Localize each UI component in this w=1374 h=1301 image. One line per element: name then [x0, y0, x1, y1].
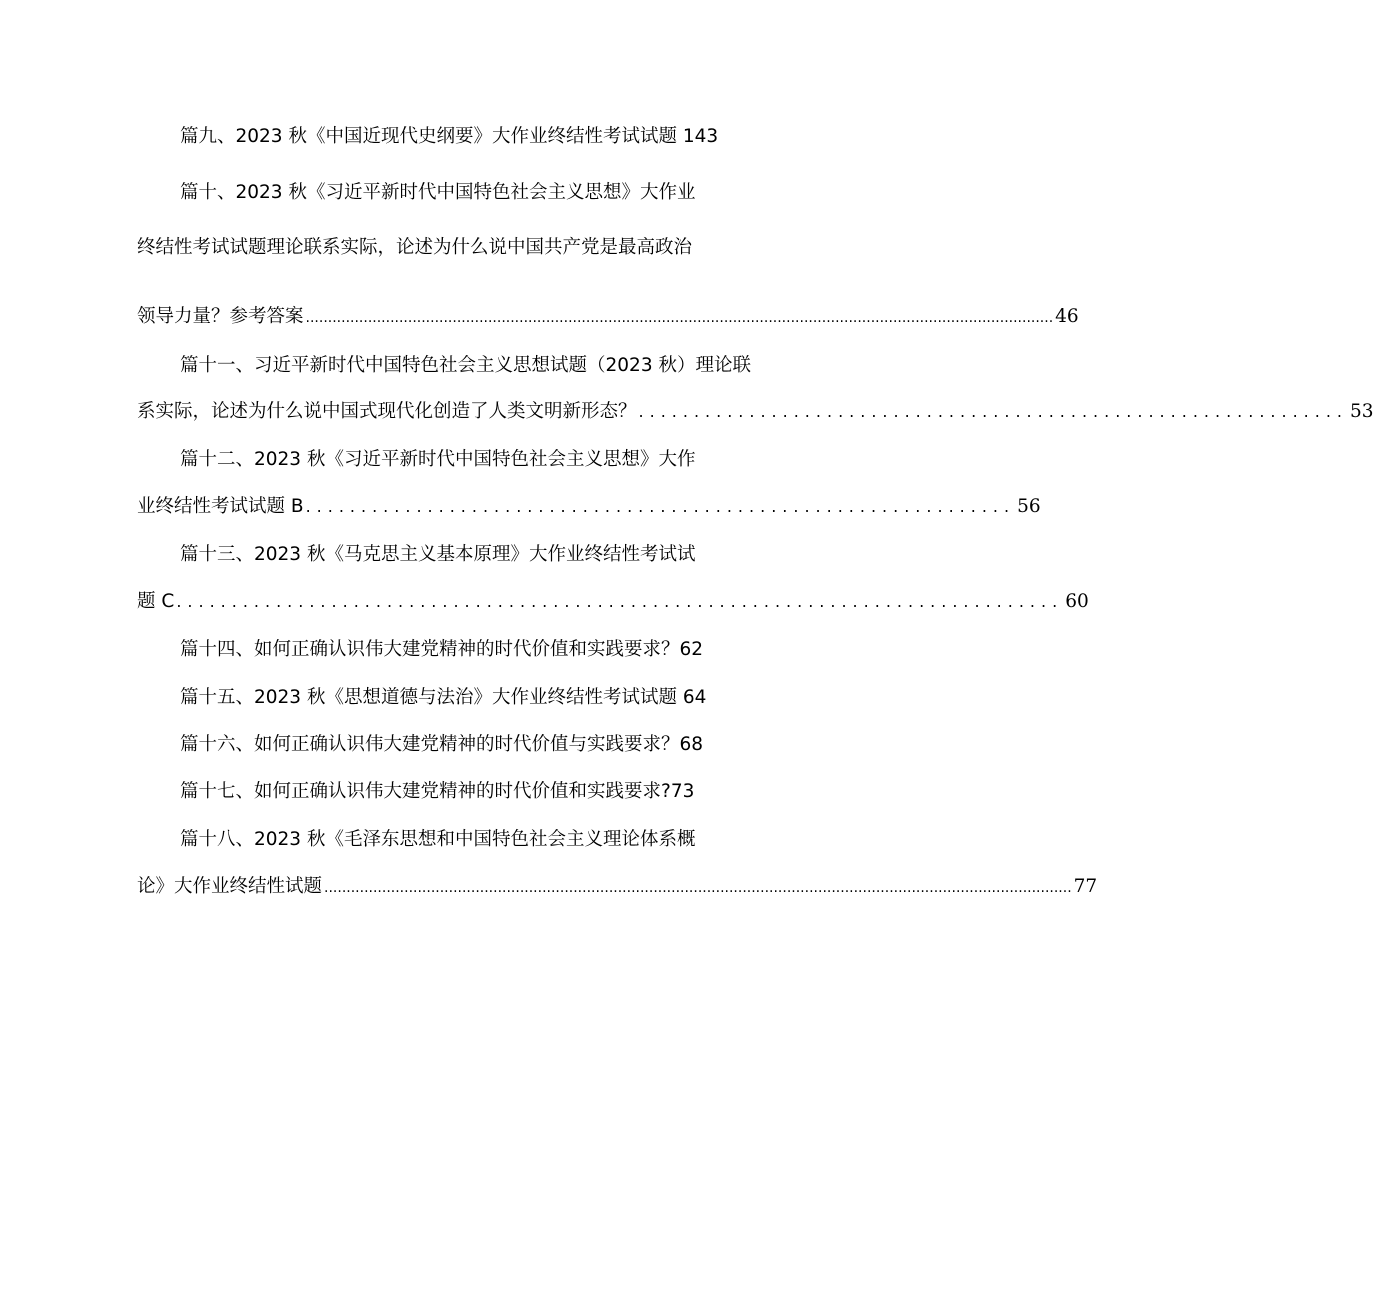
toc-entry-18-line2[interactable] [137, 874, 1098, 901]
toc-entry-17[interactable] [180, 779, 807, 805]
toc-entry-text: 篇十八、2023 秋《毛泽东思想和中国特色社会主义理论体系概 [180, 829, 696, 850]
toc-entry-9[interactable] [180, 124, 807, 150]
toc-page-number: 46 [1055, 306, 1079, 327]
toc-entry-text: 篇十七、如何正确认识伟大建党精神的时代价值和实践要求?73 [180, 781, 695, 802]
toc-entry-text: 篇十四、如何正确认识伟大建党精神的时代价值和实践要求？62 [180, 639, 704, 660]
dot-leader: ........................................................................................................................................................................ [305, 310, 1054, 326]
toc-entry-15[interactable] [180, 685, 807, 711]
toc-entry-text: 论》大作业终结性试题 [137, 876, 323, 897]
toc-entry-text: 篇十三、2023 秋《马克思主义基本原理》大作业终结性考试试 [180, 544, 696, 565]
toc-page-number: 56 [1017, 496, 1041, 517]
toc-entry-16[interactable] [180, 732, 807, 758]
toc-entry-text: 篇十五、2023 秋《思想道德与法治》大作业终结性考试试题 64 [180, 687, 707, 708]
dot-leader: ................................................................ [305, 497, 1016, 516]
toc-entry-11-line1[interactable] [180, 353, 807, 379]
toc-entry-text: 篇十二、2023 秋《习近平新时代中国特色社会主义思想》大作 [180, 449, 696, 470]
toc-entry-10-line2[interactable] [137, 235, 807, 261]
toc-entry-12-line2[interactable] [137, 494, 1041, 520]
toc-page-number: 60 [1065, 591, 1089, 612]
toc-entry-text: 篇十六、如何正确认识伟大建党精神的时代价值与实践要求？68 [180, 734, 704, 755]
toc-entry-10-line3[interactable] [137, 304, 1079, 331]
toc-entry-14[interactable] [180, 637, 807, 663]
toc-page-number: 53 [1350, 401, 1374, 422]
toc-entry-text: 篇九、2023 秋《中国近现代史纲要》大作业终结性考试试题 143 [180, 126, 719, 147]
dot-leader: ................................................................ [638, 402, 1349, 421]
toc-entry-text: 终结性考试试题理论联系实际，论述为什么说中国共产党是最高政治 [137, 237, 693, 258]
toc-entry-12-line1[interactable] [180, 447, 807, 473]
toc-page-number: 77 [1073, 876, 1098, 897]
toc-entry-13-line1[interactable] [180, 542, 807, 568]
toc-entry-text: 业终结性考试试题 B [137, 496, 304, 517]
toc-entry-18-line1[interactable] [180, 827, 807, 853]
toc-entry-text: 篇十、2023 秋《习近平新时代中国特色社会主义思想》大作业 [180, 182, 696, 203]
toc-entry-text: 题 C [137, 591, 175, 612]
toc-entry-text: 领导力量？参考答案 [137, 306, 304, 327]
toc-entry-text: 篇十一、习近平新时代中国特色社会主义思想试题（2023 秋）理论联 [180, 355, 751, 376]
dot-leader: ........................................................................................................................................................................ [324, 880, 1072, 896]
toc-entry-10-line1[interactable] [180, 180, 807, 206]
toc-entry-11-line2[interactable] [137, 399, 1374, 425]
toc-entry-text: 系实际，论述为什么说中国式现代化创造了人类文明新形态？ [137, 401, 637, 422]
toc-entry-13-line2[interactable] [137, 589, 1089, 615]
dot-leader: ................................................................................ [176, 592, 1064, 611]
